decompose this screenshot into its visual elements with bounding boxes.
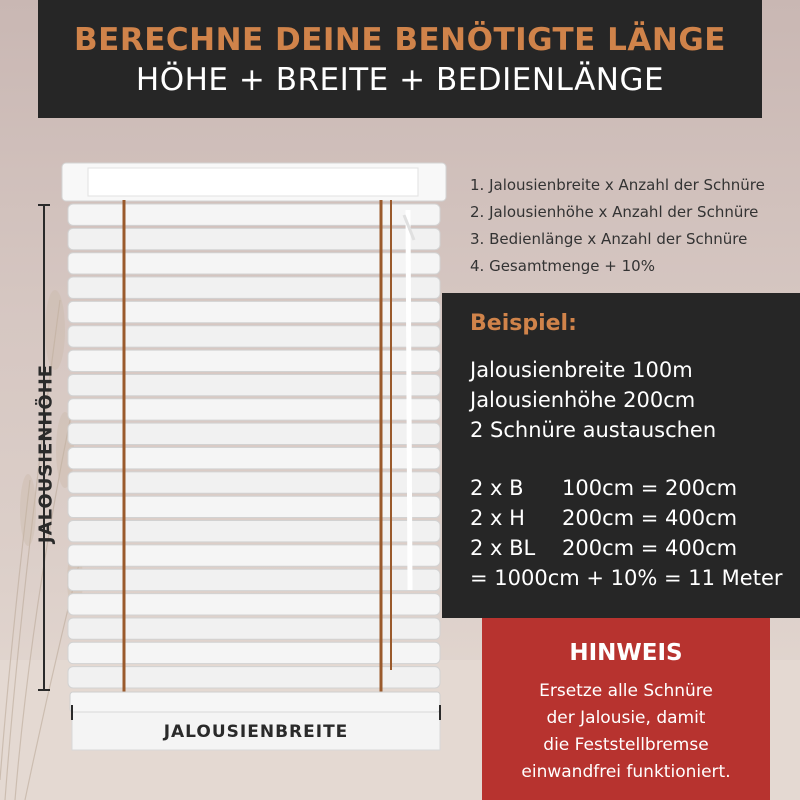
header-subtitle: HÖHE + BREITE + BEDIENLÄNGE — [135, 62, 665, 98]
hint-line: Ersetze alle Schnüre — [539, 681, 713, 701]
hint-line: die Feststellbremse — [543, 735, 709, 755]
hint-text — [482, 678, 770, 786]
calc-value: 100cm = 200cm — [562, 476, 738, 500]
header-title: BERECHNE DEINE BENÖTIGTE LÄNGE — [74, 22, 726, 58]
width-label: JALOUSIENBREITE — [163, 722, 349, 742]
hint-line: einwandfrei funktioniert. — [521, 762, 731, 782]
step-item: 2. Jalousienhöhe x Anzahl der Schnüre — [470, 203, 759, 221]
example-line: 2 Schnüre austauschen — [470, 418, 717, 442]
hint-panel — [482, 618, 770, 800]
step-item: 3. Bedienlänge x Anzahl der Schnüre — [470, 230, 748, 248]
calc-total-text: = 1000cm + 10% = 11 Meter — [470, 566, 783, 590]
calc-value: 200cm = 400cm — [562, 506, 738, 530]
example-line: Jalousienbreite 100m — [470, 358, 693, 382]
calculation-steps — [470, 172, 790, 280]
height-label: JALOUSIENHÖHE — [35, 363, 57, 544]
example-panel — [442, 293, 800, 618]
hint-line: der Jalousie, damit — [546, 708, 706, 728]
example-line: Jalousienhöhe 200cm — [470, 388, 696, 412]
step-item: 4. Gesamtmenge + 10% — [470, 257, 655, 275]
hint-title: HINWEIS — [569, 640, 683, 666]
calc-label: 2 x B — [470, 476, 524, 500]
calc-value: 200cm = 400cm — [562, 536, 738, 560]
calc-label: 2 x H — [470, 506, 525, 530]
example-description — [470, 355, 716, 445]
calc-label: 2 x BL — [470, 536, 536, 560]
example-title: Beispiel: — [470, 311, 577, 336]
step-item: 1. Jalousienbreite x Anzahl der Schnüre — [470, 176, 765, 194]
